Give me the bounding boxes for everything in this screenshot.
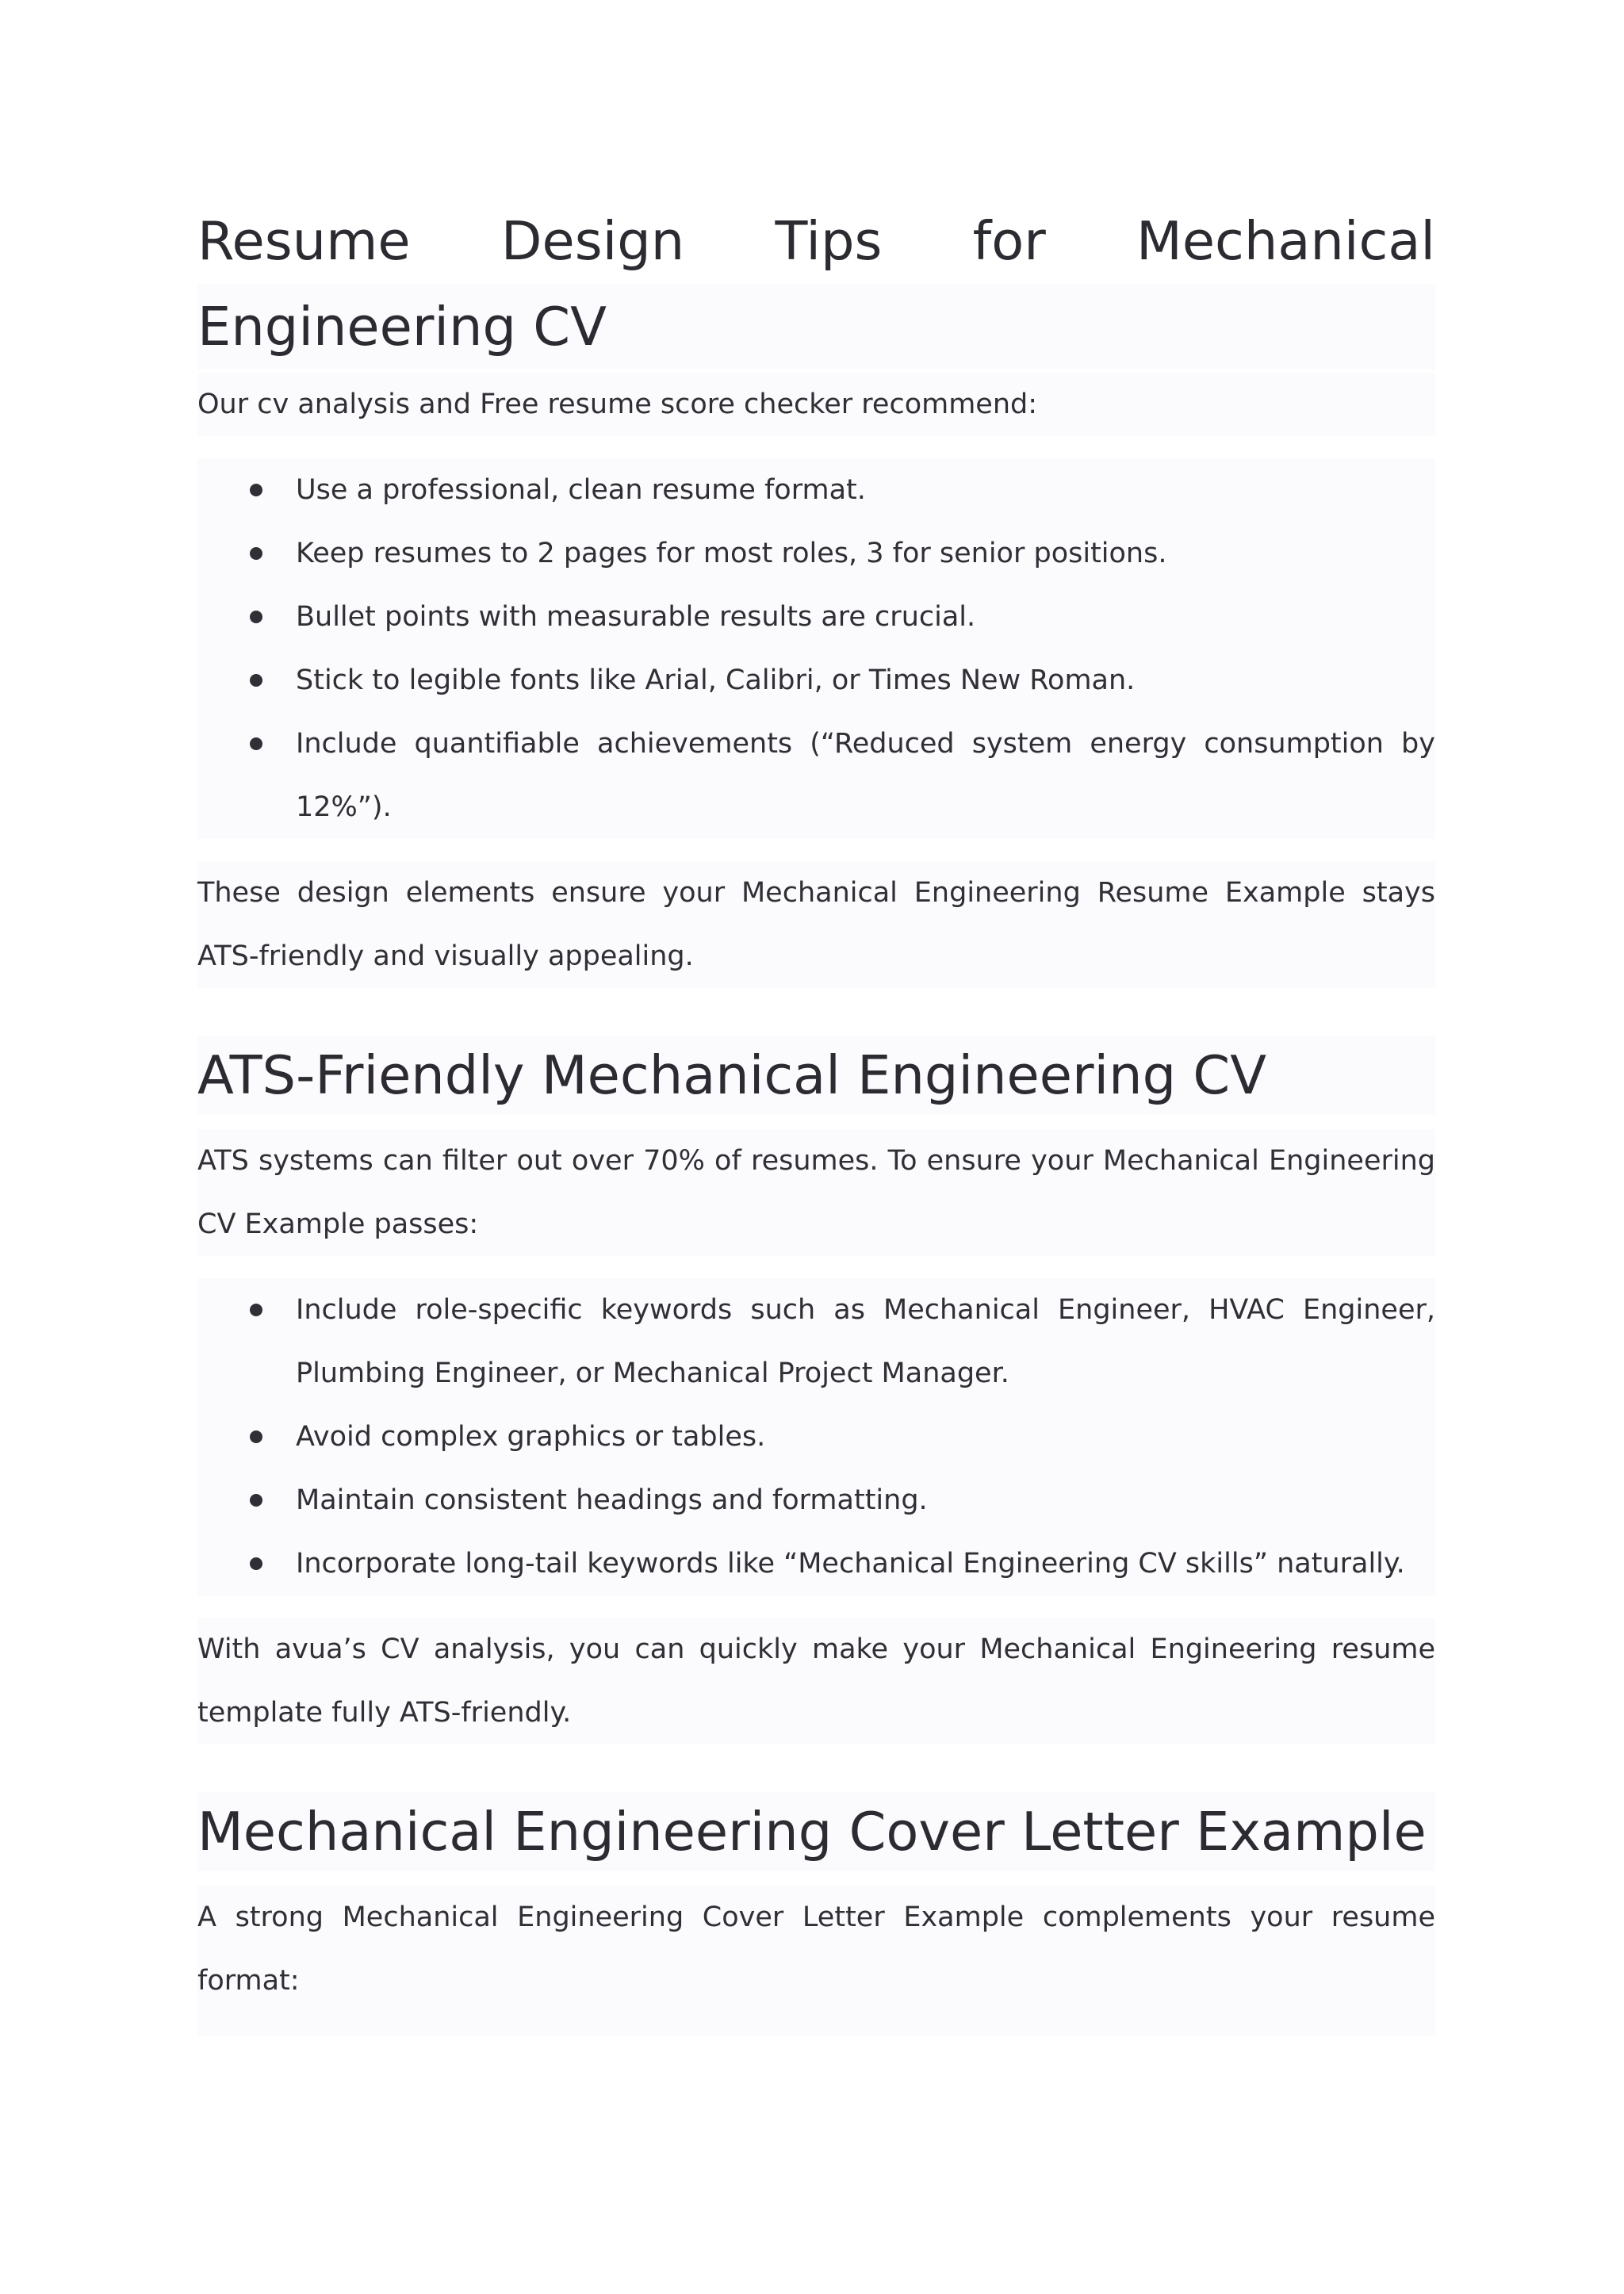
bullet-icon — [250, 1557, 262, 1570]
document-content — [197, 198, 1435, 2036]
heading-line-2: Engineering CV — [197, 284, 1435, 370]
list-item: Maintain consistent headings and formatting. — [197, 1469, 1435, 1532]
section1-intro: Our cv analysis and Free resume score checker recommend: — [197, 373, 1435, 436]
section3-intro: A strong Mechanical Engineering Cover Letter Example complements your resume format: — [197, 1886, 1435, 2036]
bullet-icon — [250, 547, 262, 560]
heading-resume-design-tips — [197, 198, 1435, 370]
heading-line-1: Resume Design Tips for Mechanical — [197, 210, 1435, 272]
list-item: Keep resumes to 2 pages for most roles, 3 for senior positions. — [197, 522, 1435, 585]
bullet-icon — [250, 737, 262, 750]
section2-closing: With avua’s CV analysis, you can quickly make your Mechanical Engineering resume template fully ATS-friendly. — [197, 1618, 1435, 1744]
list-item: Bullet points with measurable results are crucial. — [197, 585, 1435, 649]
list-item: Avoid complex graphics or tables. — [197, 1405, 1435, 1469]
bullet-icon — [250, 484, 262, 496]
section2-bullet-list — [197, 1278, 1435, 1595]
bullet-icon — [250, 674, 262, 687]
section2-intro: ATS systems can filter out over 70% of resumes. To ensure your Mechanical Engineering CV Example passes: — [197, 1129, 1435, 1256]
section1-closing: These design elements ensure your Mechanical Engineering Resume Example stays ATS-friendly and visually appealing. — [197, 861, 1435, 988]
bullet-icon — [250, 1304, 262, 1316]
bullet-icon — [250, 611, 262, 623]
bullet-icon — [250, 1430, 262, 1443]
bullet-icon — [250, 1494, 262, 1507]
list-item: Include role-specific keywords such as Mechanical Engineer, HVAC Engineer, Plumbing Engineer, or Mechanical Project Manager. — [197, 1278, 1435, 1405]
list-item: Use a professional, clean resume format. — [197, 458, 1435, 522]
heading-ats-friendly: ATS-Friendly Mechanical Engineering CV — [197, 1036, 1435, 1115]
list-item: Stick to legible fonts like Arial, Calibri, or Times New Roman. — [197, 649, 1435, 712]
section1-bullet-list — [197, 458, 1435, 839]
list-item: Incorporate long-tail keywords like “Mechanical Engineering CV skills” naturally. — [197, 1532, 1435, 1595]
list-item: Include quantifiable achievements (“Reduced system energy consumption by 12%”). — [197, 712, 1435, 839]
heading-cover-letter: Mechanical Engineering Cover Letter Example — [197, 1792, 1435, 1871]
